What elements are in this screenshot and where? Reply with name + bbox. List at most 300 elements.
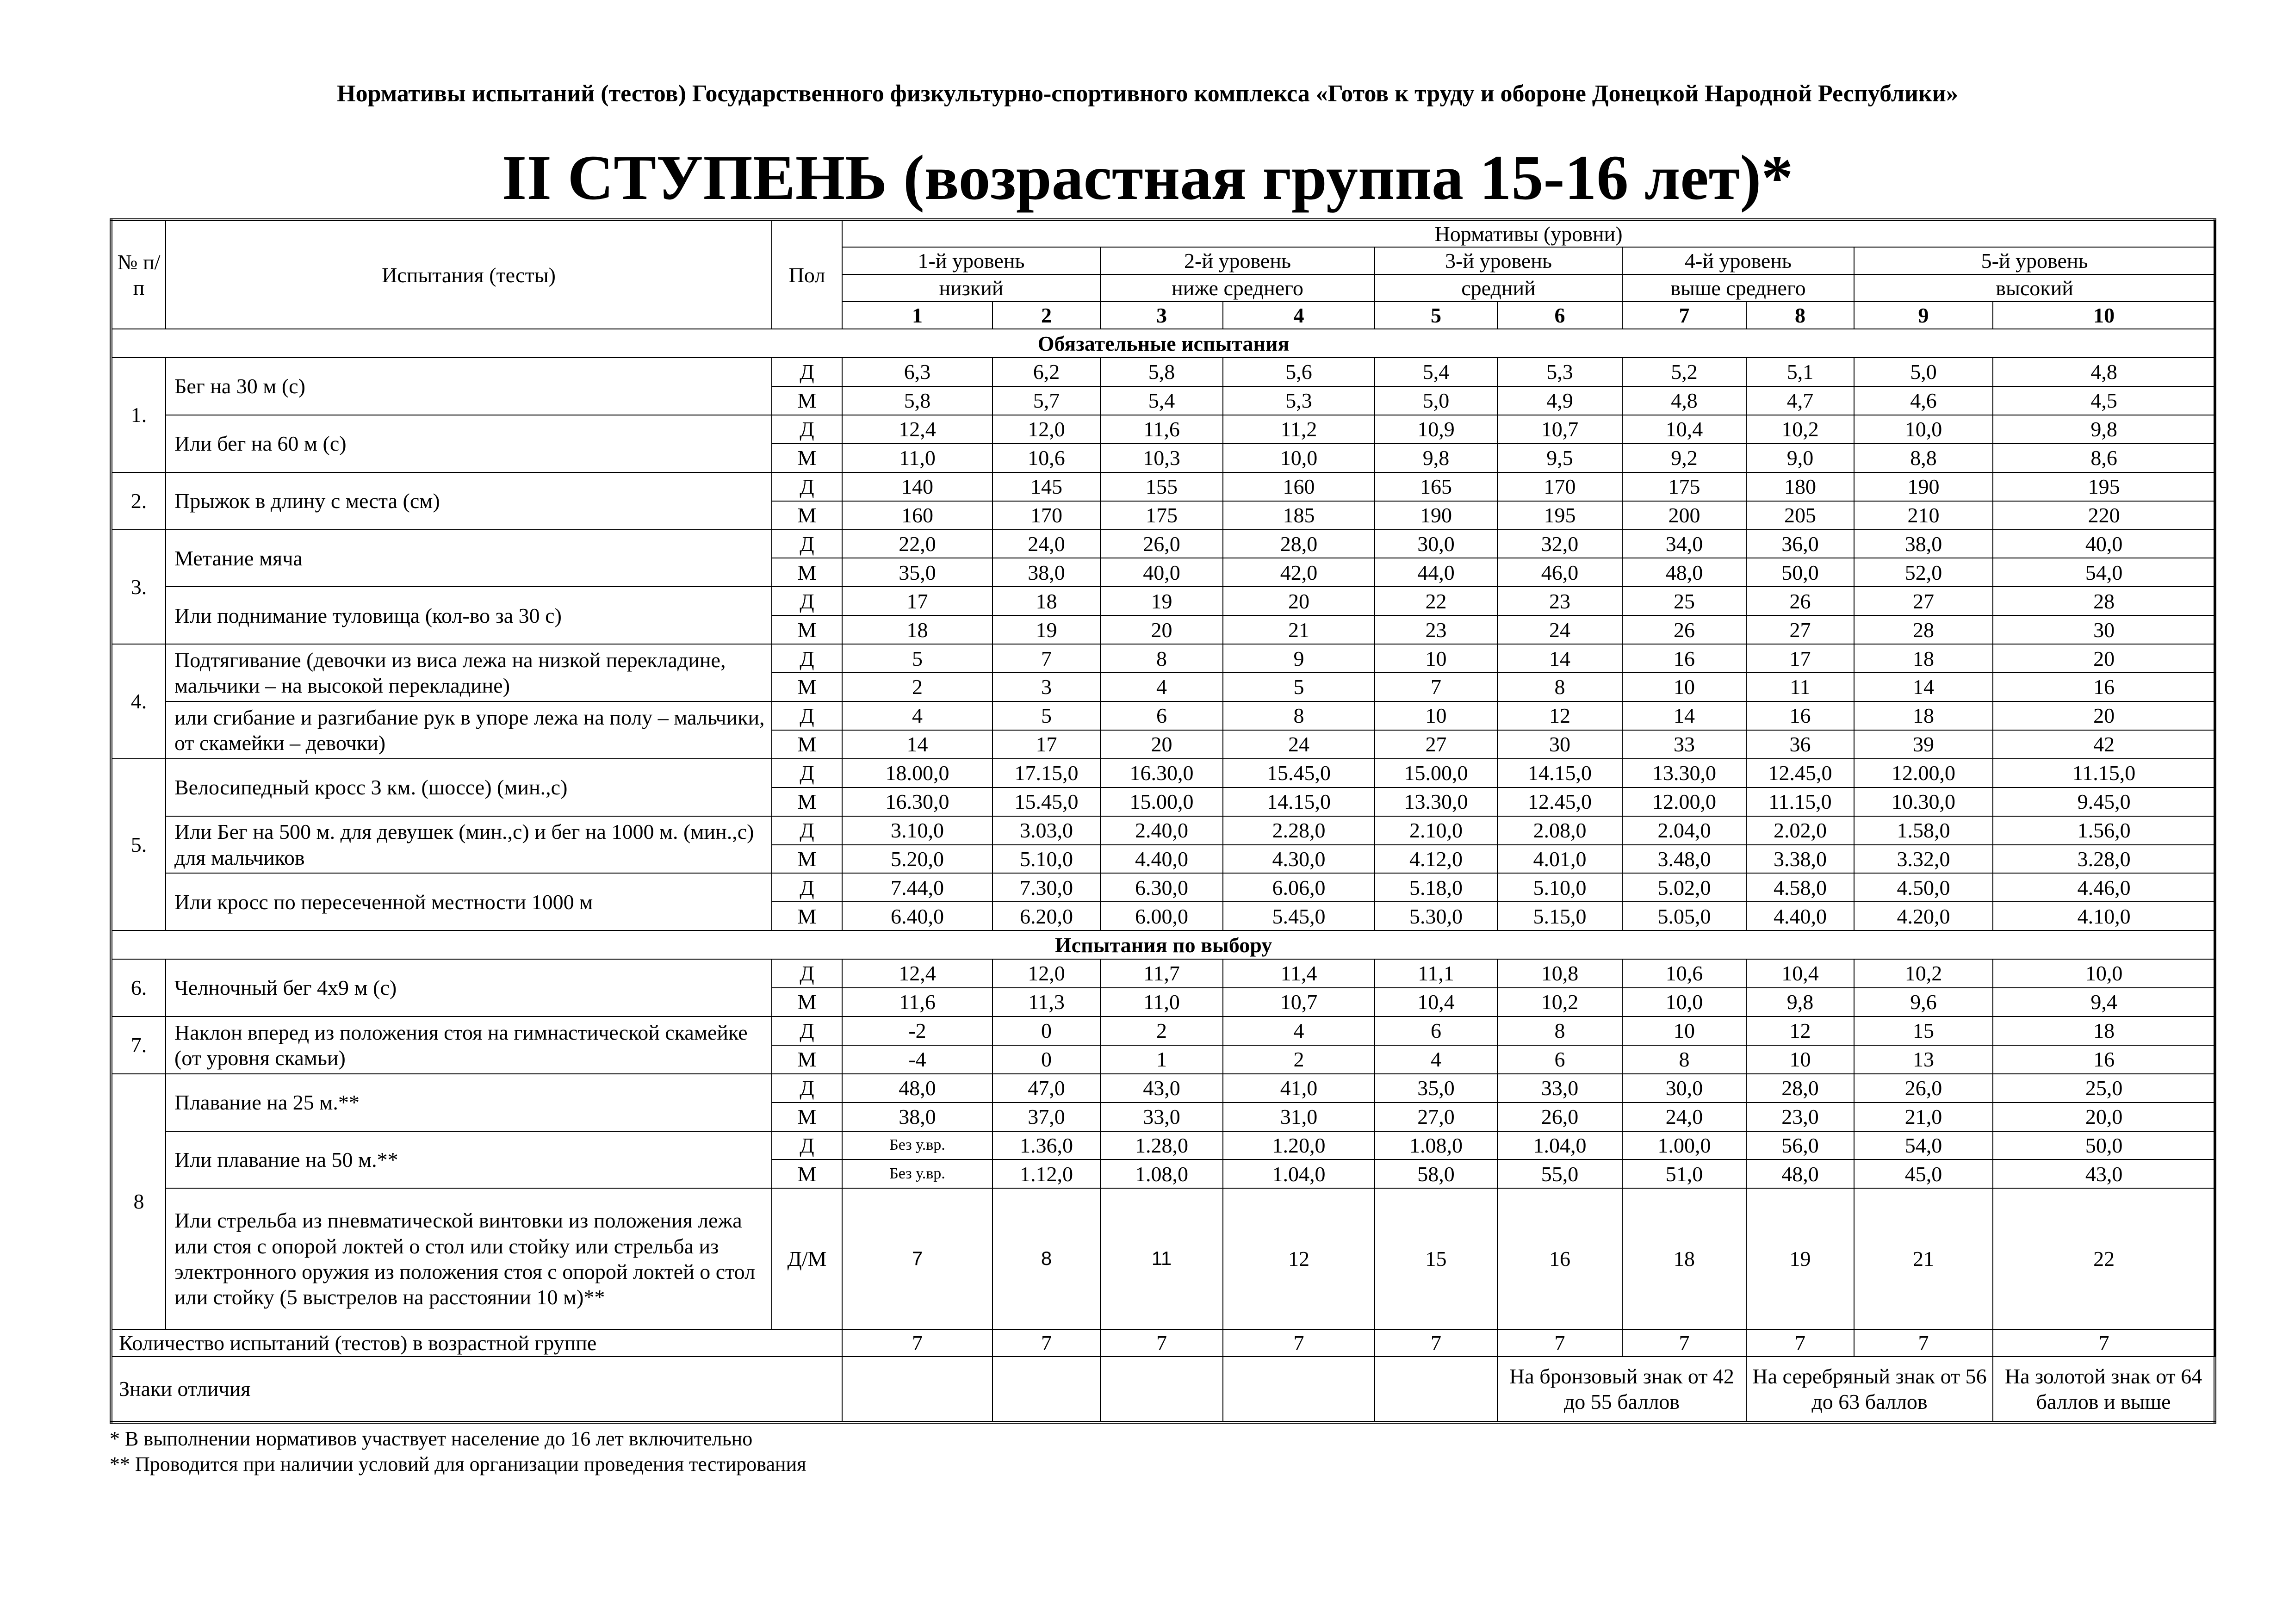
sex-cell: Д [772,1074,842,1103]
value-cell: 11 [1746,673,1854,701]
value-cell: 35,0 [842,558,992,587]
value-cell: 20,0 [1993,1103,2215,1131]
value-cell: 3.10,0 [842,816,992,845]
value-cell: 4,8 [1993,358,2215,386]
value-cell: 22 [1993,1188,2215,1329]
value-cell: 10,6 [992,444,1100,472]
value-cell: 5,0 [1375,386,1497,415]
value-cell: 10,9 [1375,415,1497,444]
table-row [111,1074,2215,1103]
value-cell: 7 [992,644,1100,673]
value-cell: 5.18,0 [1375,873,1497,902]
value-cell: 10,3 [1100,444,1223,472]
value-cell: 24,0 [992,530,1100,558]
value-cell: 16 [1993,1045,2215,1074]
test-name: Или бег на 60 м (с) [166,415,772,472]
value-cell: 11,2 [1223,415,1375,444]
value-cell: 2.08,0 [1497,816,1622,845]
test-name: Бег на 30 м (с) [166,358,772,415]
sex-cell: М [772,1103,842,1131]
value-cell: 42,0 [1223,558,1375,587]
value-cell: 54,0 [1993,558,2215,587]
value-cell: 10 [1375,644,1497,673]
value-cell: 56,0 [1746,1131,1854,1160]
value-cell: 10 [1622,1017,1746,1045]
value-cell: 9,8 [1375,444,1497,472]
value-cell: 9.45,0 [1993,787,2215,816]
value-cell: 52,0 [1854,558,1993,587]
value-cell: 9,4 [1993,988,2215,1017]
value-cell: 8,8 [1854,444,1993,472]
value-cell: 16 [1622,644,1746,673]
value-cell: 10,7 [1223,988,1375,1017]
value-cell: 4 [842,701,992,730]
value-cell: 1.04,0 [1497,1131,1622,1160]
sex-cell: Д [772,873,842,902]
value-cell: 14 [1854,673,1993,701]
test-name: Или Бег на 500 м. для девушек (мин.,с) и бег на 1000 м. (мин.,с) для мальчиков [166,816,772,874]
value-cell: 11,4 [1223,959,1375,988]
value-cell: 10,0 [1622,988,1746,1017]
value-cell: 18 [992,587,1100,615]
value-cell: 5,6 [1223,358,1375,386]
value-cell: 11,6 [842,988,992,1017]
value-cell: 0 [992,1017,1100,1045]
sex-cell: Д [772,816,842,845]
footnote: ** Проводится при наличии условий для организации проведения тестирования [110,1453,806,1475]
value-cell: 50,0 [1746,558,1854,587]
norms-table [110,218,2216,1424]
value-cell: 12,4 [842,415,992,444]
value-cell: 170 [992,501,1100,530]
value-cell: 4,8 [1622,386,1746,415]
table-row [111,358,2215,386]
value-cell: 185 [1223,501,1375,530]
value-cell: 2.40,0 [1100,816,1223,845]
test-count-cell: 7 [1223,1329,1375,1357]
value-cell: 54,0 [1854,1131,1993,1160]
header-column-number: 6 [1497,302,1622,329]
test-name: или сгибание и разгибание рук в упоре лежа на полу – мальчики, от скамейки – девочки) [166,701,772,759]
table-row [111,1017,2215,1045]
value-cell: 10,4 [1622,415,1746,444]
value-cell: 190 [1854,472,1993,501]
value-cell: 155 [1100,472,1223,501]
table-row [111,1131,2215,1160]
value-cell: 6.40,0 [842,902,992,930]
value-cell: 17 [842,587,992,615]
value-cell: 7.30,0 [992,873,1100,902]
value-cell: Без у.вр. [842,1159,992,1188]
test-count-row [111,1329,2215,1357]
value-cell: 21 [1854,1188,1993,1329]
header-level-title: 1-й уровень [842,247,1100,274]
value-cell: 26,0 [1100,530,1223,558]
value-cell: 5.05,0 [1622,902,1746,930]
value-cell: 10,2 [1854,959,1993,988]
value-cell: 23 [1375,615,1497,644]
value-cell: 18 [1622,1188,1746,1329]
value-cell: 32,0 [1497,530,1622,558]
value-cell: 9,0 [1746,444,1854,472]
header-tests: Испытания (тесты) [166,220,772,329]
value-cell: 8,6 [1993,444,2215,472]
value-cell: 2.04,0 [1622,816,1746,845]
table-row [111,759,2215,787]
document-title: Нормативы испытаний (тестов) Государственного физкультурно-спортивного комплекса «Готов к труду и обороне Донецкой Народной Республики» [337,81,1958,107]
sex-cell: М [772,787,842,816]
value-cell: 26,0 [1854,1074,1993,1103]
value-cell: 5.10,0 [1497,873,1622,902]
value-cell: 14 [1497,644,1622,673]
sex-cell: Д [772,701,842,730]
value-cell: 6 [1375,1017,1497,1045]
value-cell: 41,0 [1223,1074,1375,1103]
value-cell: 4.12,0 [1375,845,1497,874]
sex-cell: М [772,845,842,874]
value-cell: 175 [1622,472,1746,501]
test-count-cell: 7 [1746,1329,1854,1357]
value-cell: 195 [1497,501,1622,530]
value-cell: 45,0 [1854,1159,1993,1188]
value-cell: 205 [1746,501,1854,530]
badges-row [111,1357,2215,1422]
table-footer [111,1329,2215,1422]
value-cell: 27 [1746,615,1854,644]
value-cell: 11,1 [1375,959,1497,988]
header-level-subtitle: высокий [1854,274,2215,302]
header-level-subtitle: ниже среднего [1100,274,1375,302]
value-cell: 33,0 [1100,1103,1223,1131]
value-cell: 38,0 [842,1103,992,1131]
table-row [111,587,2215,615]
sex-cell: М [772,386,842,415]
test-name: Или стрельба из пневматической винтовки из положения лежа или стоя с опорой локтей о стол или стойку или стрельба из электронного оружия из положения стоя с опорой локтей о стол или стойку (5 выстрелов на расстоянии 10 м)** [166,1188,772,1329]
value-cell: 10,7 [1497,415,1622,444]
value-cell: 30,0 [1375,530,1497,558]
sex-cell: М [772,988,842,1017]
value-cell: 10 [1622,673,1746,701]
value-cell: 42 [1993,730,2215,759]
value-cell: 27,0 [1375,1103,1497,1131]
value-cell: 16 [1746,701,1854,730]
value-cell: 8 [1223,701,1375,730]
value-cell: 4.50,0 [1854,873,1993,902]
value-cell: 30 [1993,615,2215,644]
test-number: 3. [111,530,166,645]
value-cell: 10,8 [1497,959,1622,988]
value-cell: 12.45,0 [1746,759,1854,787]
value-cell: 15.00,0 [1100,787,1223,816]
sex-cell: Д [772,1131,842,1160]
value-cell: 39 [1854,730,1993,759]
value-cell: 6.06,0 [1223,873,1375,902]
table-row [111,959,2215,988]
test-name: Подтягивание (девочки из виса лежа на низкой перекладине, мальчики – на высокой перекладине) [166,644,772,701]
test-number: 2. [111,472,166,530]
test-name: Метание мяча [166,530,772,587]
value-cell: 17.15,0 [992,759,1100,787]
sex-cell: Д [772,759,842,787]
value-cell: 1.36,0 [992,1131,1100,1160]
value-cell: 1.04,0 [1223,1159,1375,1188]
value-cell: 48,0 [842,1074,992,1103]
value-cell: 1 [1100,1045,1223,1074]
test-count-cell: 7 [1375,1329,1497,1357]
value-cell: 19 [1100,587,1223,615]
table-row [111,415,2215,444]
value-cell: 14.15,0 [1497,759,1622,787]
value-cell: 140 [842,472,992,501]
value-cell: 28,0 [1223,530,1375,558]
test-name: Или кросс по пересеченной местности 1000 м [166,873,772,930]
value-cell: 12,0 [992,959,1100,988]
value-cell: 12.00,0 [1622,787,1746,816]
value-cell: 10 [1746,1045,1854,1074]
empty-cell [1223,1357,1375,1422]
value-cell: 2.02,0 [1746,816,1854,845]
value-cell: 16.30,0 [842,787,992,816]
sex-cell: М [772,615,842,644]
value-cell: 1.20,0 [1223,1131,1375,1160]
value-cell: 11.15,0 [1746,787,1854,816]
value-cell: 15 [1375,1188,1497,1329]
value-cell: 7.44,0 [842,873,992,902]
value-cell: 220 [1993,501,2215,530]
value-cell: 51,0 [1622,1159,1746,1188]
value-cell: 5,4 [1100,386,1223,415]
value-cell: 38,0 [992,558,1100,587]
value-cell: 18 [1854,701,1993,730]
value-cell: 18 [1993,1017,2215,1045]
value-cell: 4,6 [1854,386,1993,415]
value-cell: 43,0 [1100,1074,1223,1103]
value-cell: 5,3 [1223,386,1375,415]
value-cell: 5.30,0 [1375,902,1497,930]
value-cell: 33 [1622,730,1746,759]
value-cell: 12.00,0 [1854,759,1993,787]
value-cell: 55,0 [1497,1159,1622,1188]
header-level-subtitle: средний [1375,274,1622,302]
value-cell: 12.45,0 [1497,787,1622,816]
value-cell: 33,0 [1497,1074,1622,1103]
value-cell: 40,0 [1993,530,2215,558]
value-cell: 11.15,0 [1993,759,2215,787]
value-cell: 6,3 [842,358,992,386]
value-cell: 4,9 [1497,386,1622,415]
value-cell: 6 [1100,701,1223,730]
value-cell: 35,0 [1375,1074,1497,1103]
value-cell: 26 [1622,615,1746,644]
value-cell: 5.45,0 [1223,902,1375,930]
value-cell: 8 [992,1188,1100,1329]
value-cell: 3.28,0 [1993,845,2215,874]
value-cell: 8 [1622,1045,1746,1074]
header-column-number: 1 [842,302,992,329]
value-cell: 13 [1854,1045,1993,1074]
value-cell: 11 [1100,1188,1223,1329]
value-cell: 58,0 [1375,1159,1497,1188]
value-cell: 24 [1223,730,1375,759]
table-header [111,220,2215,329]
table-row [111,1188,2215,1329]
empty-cell [1100,1357,1223,1422]
value-cell: 5.02,0 [1622,873,1746,902]
value-cell: 10,0 [1854,415,1993,444]
value-cell: 3.48,0 [1622,845,1746,874]
sex-cell: М [772,673,842,701]
sex-cell: Д [772,587,842,615]
value-cell: 9,8 [1746,988,1854,1017]
value-cell: 23,0 [1746,1103,1854,1131]
header-level-title: 4-й уровень [1622,247,1854,274]
table-body [111,329,2215,1329]
value-cell: 18 [842,615,992,644]
table-row [111,816,2215,845]
value-cell: 1.56,0 [1993,816,2215,845]
value-cell: 160 [1223,472,1375,501]
section-row [111,329,2215,358]
value-cell: 9,2 [1622,444,1746,472]
test-name: Челночный бег 4х9 м (с) [166,959,772,1017]
value-cell: 10,4 [1375,988,1497,1017]
value-cell: 5.20,0 [842,845,992,874]
value-cell: 0 [992,1045,1100,1074]
value-cell: 25,0 [1993,1074,2215,1103]
value-cell: 20 [1993,644,2215,673]
value-cell: 22,0 [842,530,992,558]
value-cell: 4.10,0 [1993,902,2215,930]
value-cell: 27 [1854,587,1993,615]
test-number: 6. [111,959,166,1017]
value-cell: 24,0 [1622,1103,1746,1131]
value-cell: 10,4 [1746,959,1854,988]
value-cell: 17 [992,730,1100,759]
value-cell: 5,2 [1622,358,1746,386]
test-name: Прыжок в длину с места (см) [166,472,772,530]
value-cell: 44,0 [1375,558,1497,587]
gold-badge-criteria: На золотой знак от 64 баллов и выше [1993,1357,2215,1422]
value-cell: 20 [1100,615,1223,644]
value-cell: 11,3 [992,988,1100,1017]
sex-cell: Д [772,644,842,673]
silver-badge-criteria: На серебряный знак от 56 до 63 баллов [1746,1357,1993,1422]
header-level-title: 3-й уровень [1375,247,1622,274]
value-cell: 12 [1223,1188,1375,1329]
test-name: Плавание на 25 м.** [166,1074,772,1131]
value-cell: 19 [1746,1188,1854,1329]
value-cell: 37,0 [992,1103,1100,1131]
value-cell: 4 [1223,1017,1375,1045]
value-cell: 46,0 [1497,558,1622,587]
value-cell: 5,1 [1746,358,1854,386]
value-cell: 10,2 [1746,415,1854,444]
value-cell: 200 [1622,501,1746,530]
value-cell: 15.00,0 [1375,759,1497,787]
sex-cell: М [772,558,842,587]
value-cell: 26,0 [1497,1103,1622,1131]
value-cell: 5,7 [992,386,1100,415]
header-level-title: 5-й уровень [1854,247,2215,274]
value-cell: 9,5 [1497,444,1622,472]
value-cell: 36 [1746,730,1854,759]
value-cell: 12 [1746,1017,1854,1045]
sex-cell: Д [772,530,842,558]
test-name: Велосипедный кросс 3 км. (шоссе) (мин.,с) [166,759,772,816]
header-column-number: 10 [1993,302,2215,329]
sex-cell: М [772,444,842,472]
value-cell: 1.00,0 [1622,1131,1746,1160]
value-cell: 19 [992,615,1100,644]
value-cell: 23 [1497,587,1622,615]
value-cell: 20 [1100,730,1223,759]
value-cell: 16.30,0 [1100,759,1223,787]
value-cell: 3.38,0 [1746,845,1854,874]
table-row [111,873,2215,902]
empty-cell [842,1357,992,1422]
value-cell: 7 [1375,673,1497,701]
value-cell: 25 [1622,587,1746,615]
table-row [111,701,2215,730]
value-cell: 190 [1375,501,1497,530]
sex-cell: Д [772,959,842,988]
value-cell: 16 [1497,1188,1622,1329]
value-cell: 43,0 [1993,1159,2215,1188]
value-cell: 11,0 [1100,988,1223,1017]
value-cell: 15.45,0 [992,787,1100,816]
value-cell: 10,2 [1497,988,1622,1017]
value-cell: 2.28,0 [1223,816,1375,845]
value-cell: 5 [992,701,1100,730]
header-level-subtitle: низкий [842,274,1100,302]
value-cell: 195 [1993,472,2215,501]
test-number: 4. [111,644,166,759]
sex-cell: Д [772,358,842,386]
test-number: 7. [111,1017,166,1074]
value-cell: 5,4 [1375,358,1497,386]
value-cell: 15 [1854,1017,1993,1045]
value-cell: 10,6 [1622,959,1746,988]
sex-cell: М [772,1159,842,1188]
test-count-cell: 7 [842,1329,992,1357]
value-cell: 5 [1223,673,1375,701]
sex-cell: Д [772,472,842,501]
value-cell: 3 [992,673,1100,701]
header-column-number: 2 [992,302,1100,329]
sex-cell: М [772,902,842,930]
test-count-cell: 7 [1993,1329,2215,1357]
value-cell: 4.46,0 [1993,873,2215,902]
table-row [111,472,2215,501]
value-cell: 31,0 [1223,1103,1375,1131]
value-cell: 8 [1497,1017,1622,1045]
value-cell: 3.03,0 [992,816,1100,845]
value-cell: 2.10,0 [1375,816,1497,845]
test-name: Или плавание на 50 м.** [166,1131,772,1189]
value-cell: 28,0 [1746,1074,1854,1103]
value-cell: 160 [842,501,992,530]
value-cell: 1.08,0 [1375,1131,1497,1160]
value-cell: 10,0 [1223,444,1375,472]
value-cell: 48,0 [1746,1159,1854,1188]
value-cell: 2 [1100,1017,1223,1045]
sex-cell: Д [772,415,842,444]
value-cell: 14.15,0 [1223,787,1375,816]
value-cell: 180 [1746,472,1854,501]
value-cell: 4,7 [1746,386,1854,415]
value-cell: 6 [1497,1045,1622,1074]
value-cell: 1.28,0 [1100,1131,1223,1160]
